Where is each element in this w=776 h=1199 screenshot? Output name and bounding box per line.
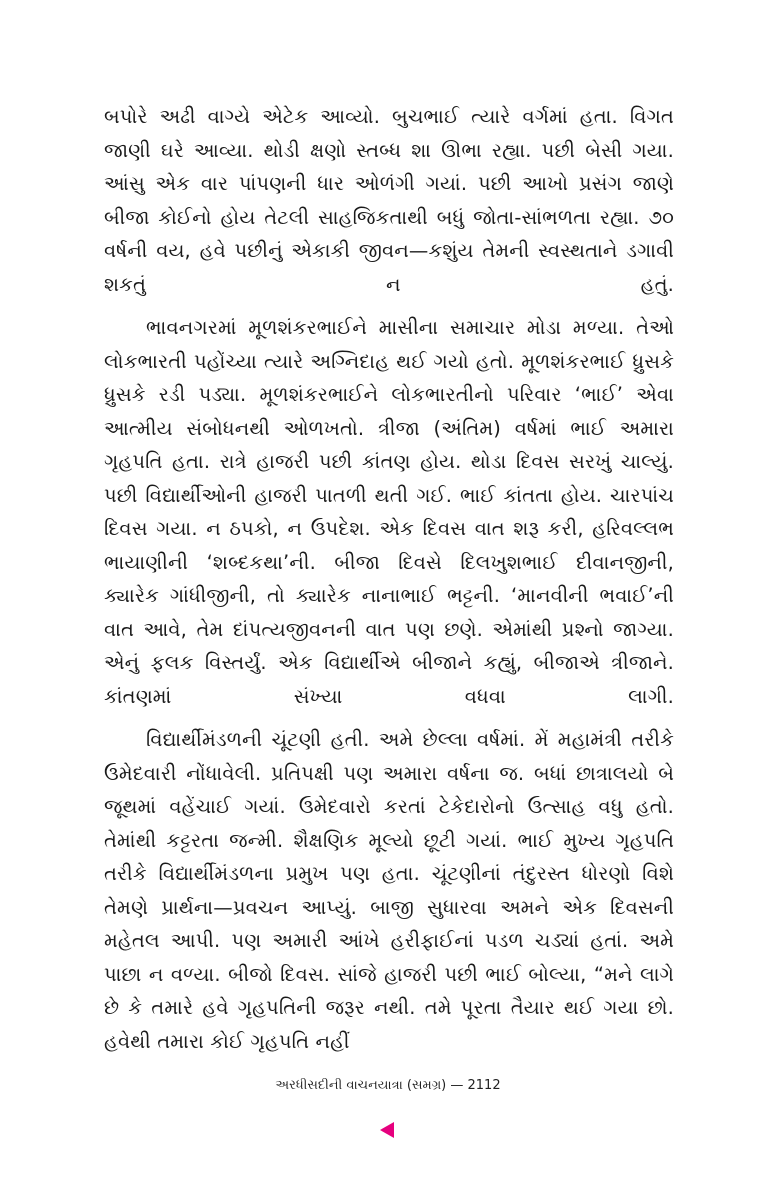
- paragraph-2: ભાવનગરમાં મૂળશંકરભાઈને માસીના સમાચાર મોડા મળ્યા. તેઓ લોકભારતી પહોંચ્યા ત્યારે અગ્નિદાહ થઈ ગયો હતો. મૂળશંકરભાઈ ધ્રુસકે ધ્રુસકે રડી પડ્યા. મૂળશંકરભાઈને લોકભારતીનો પરિવાર ‘ભાઈ’ એવા આત્મીય સંબોધનથી ઓળખતો. ત્રીજા (અંતિમ) વર્ષમાં ભાઈ અમારા ગૃહપતિ હતા. રાત્રે હાજરી પછી કાંતણ હોય. થોડા દિવસ સરખું ચાલ્યું. પછી વિદ્યાર્થીઓની હાજરી પાતળી થતી ગઈ. ભાઈ કાંતતા હોય. ચારપાંચ દિવસ ગયા. ન ઠપકો, ન ઉપદેશ. એક દિવસ વાત શરૂ કરી, હરિવલ્લભ ભાયાણીની ‘શબ્દકથા’ની. બીજા દિવસે દિલખુશભાઈ દીવાનજીની, ક્યારેક ગાંધીજીની, તો ક્યારેક નાનાભાઈ ભટ્ટની. ‘માનવીની ભવાઈ’ની વાત આવે, તેમ દાંપત્યજીવનની વાત પણ છણે. એમાંથી પ્રશ્નો જાગ્યા. એનું ફલક વિસ્તર્યું. એક વિદ્યાર્થીએ બીજાને કહ્યું, બીજાએ ત્રીજાને. કાંતણમાં સંખ્યા વધવા લાગી.: [104, 316, 674, 708]
- page-footer: અરધીસદીની વાચનયાત્રા (સમગ્ર) — 2112: [275, 1078, 501, 1093]
- page-body: [104, 100, 674, 1068]
- paragraph-1: બપોરે અઢી વાગ્યે એટેક આવ્યો. બુચભાઈ ત્યારે વર્ગમાં હતા. વિગત જાણી ઘરે આવ્યા. થોડી ક્ષણો સ્તબ્ધ શા ઊભા રહ્યા. પછી બેસી ગયા. આંસુ એક વાર પાંપણની ધાર ઓળંગી ગયાં. પછી આખો પ્રસંગ જાણે બીજા કોઈનો હોય તેટલી સાહજિકતાથી બધું જોતા-સાંભળતા રહ્યા. ૭૦ વર્ષની વય, હવે પછીનું એકાકી જીવન—કશુંય તેમની સ્વસ્થતાને ડગાવી શકતું ન હતું.: [104, 105, 674, 296]
- previous-page-icon[interactable]: [380, 1122, 394, 1138]
- paragraph-3: વિદ્યાર્થીમંડળની ચૂંટણી હતી. અમે છેલ્લા વર્ષમાં. મેં મહામંત્રી તરીકે ઉમેદવારી નોંધાવેલી. પ્રતિપક્ષી પણ અમારા વર્ષના જ. બધાં છાત્રાલયો બે જૂથમાં વહેંચાઈ ગયાં. ઉમેદવારો કરતાં ટેકેદારોનો ઉત્સાહ વધુ હતો. તેમાંથી કટ્ટરતા જન્મી. શૈક્ષણિક મૂલ્યો છૂટી ગયાં. ભાઈ મુખ્ય ગૃહપતિ તરીકે વિદ્યાર્થીમંડળના પ્રમુખ પણ હતા. ચૂંટણીનાં તંદુરસ્ત ધોરણો વિશે તેમણે પ્રાર્થના—પ્રવચન આપ્યું. બાજી સુધારવા અમને એક દિવસની મહેતલ આપી. પણ અમારી આંખે હરીફાઈનાં પડળ ચડ્યાં હતાં. અમે પાછા ન વળ્યા. બીજો દિવસ. સાંજે હાજરી પછી ભાઈ બોલ્યા, “મને લાગે છે કે તમારે હવે ગૃહપતિની જરૂર નથી. તમે પૂરતા તૈયાર થઈ ગયા છો. હવેથી તમારા કોઈ ગૃહપતિ નહીં: [104, 728, 674, 1053]
